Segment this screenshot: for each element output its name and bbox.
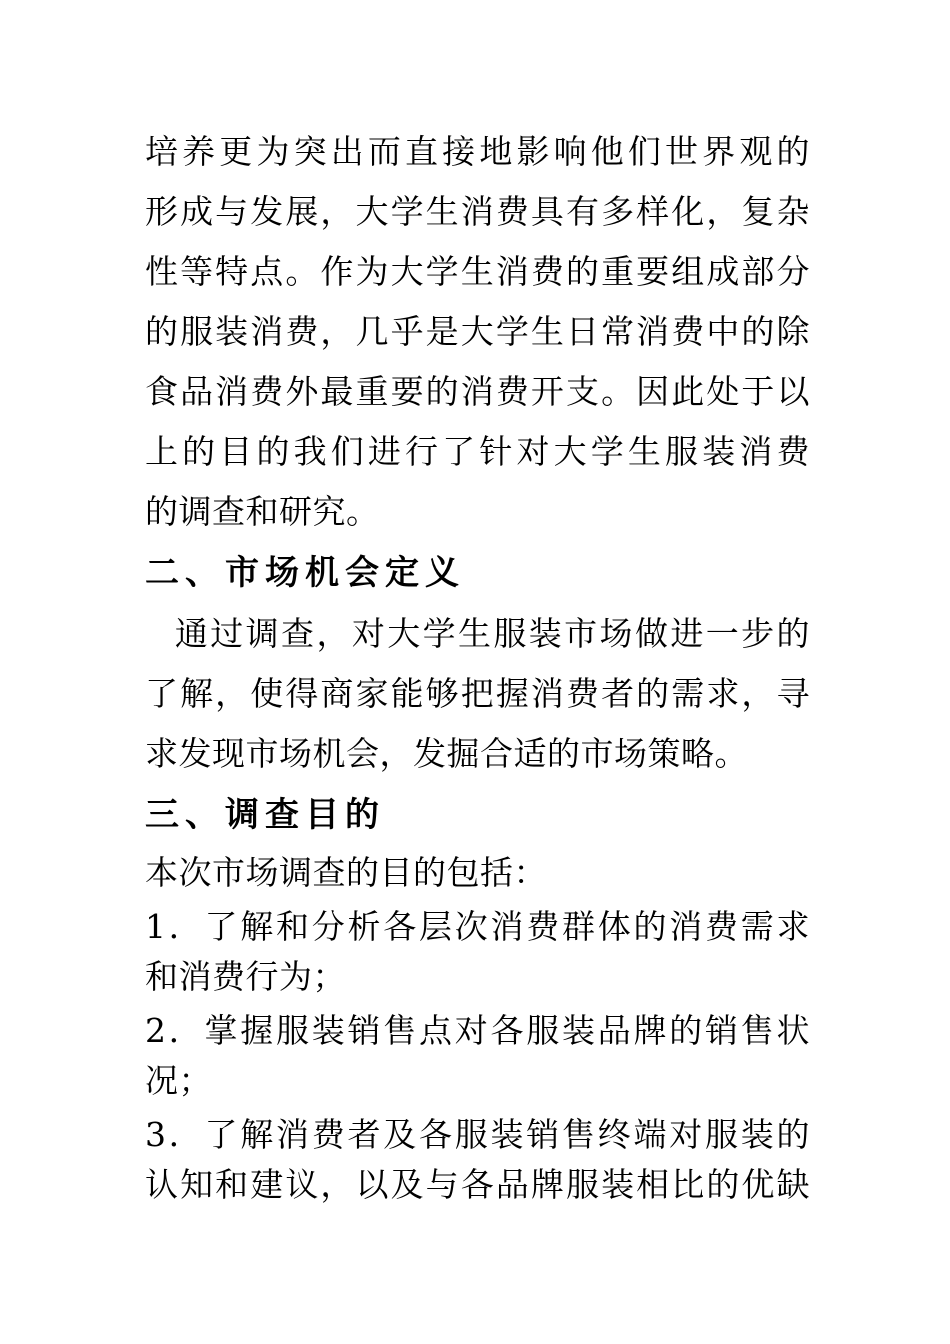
list-item-line: 1．了解和分析各层次消费群体的消费需求 [145, 907, 810, 946]
paragraph-line: 培养更为突出而直接地影响他们世界观的 [145, 132, 810, 171]
section-heading-market-opportunity: 二、市场机会定义 [145, 553, 465, 593]
list-item [145, 1110, 810, 1210]
paragraph-line: 性等特点。作为大学生消费的重要组成部分 [145, 252, 810, 291]
survey-purpose-list [145, 902, 810, 1210]
paragraph-text: 通过调查，对大学生服装市场做进一步的 [173, 614, 810, 653]
paragraph-line: 的调查和研究。 [145, 492, 380, 531]
list-item-line: 认知和建议，以及与各品牌服装相比的优缺 [145, 1165, 810, 1204]
list-item [145, 902, 810, 1002]
survey-purpose-intro: 本次市场调查的目的包括： [145, 853, 547, 892]
list-item-line: 和消费行为； [145, 957, 346, 996]
paragraph-line: 了解，使得商家能够把握消费者的需求，寻 [145, 674, 810, 713]
list-item-line: 3．了解消费者及各服装销售终端对服装的 [145, 1115, 810, 1154]
list-item-line: 况； [145, 1061, 212, 1100]
paragraph-line: 形成与发展，大学生消费具有多样化，复杂 [145, 192, 810, 231]
paragraph-line [145, 604, 810, 664]
paragraph-market-opportunity [145, 604, 810, 784]
paragraph-background [145, 122, 810, 542]
paragraph-line: 的服装消费，几乎是大学生日常消费中的除 [145, 312, 810, 351]
list-item [145, 1006, 810, 1106]
document-body [145, 122, 810, 1210]
paragraph-line: 上的目的我们进行了针对大学生服装消费 [145, 432, 810, 471]
paragraph-line: 食品消费外最重要的消费开支。因此处于以 [145, 372, 810, 411]
section-heading-survey-purpose: 三、调查目的 [145, 795, 385, 835]
paragraph-line: 求发现市场机会，发掘合适的市场策略。 [145, 734, 748, 773]
list-item-line: 2．掌握服装销售点对各服装品牌的销售状 [145, 1011, 810, 1050]
